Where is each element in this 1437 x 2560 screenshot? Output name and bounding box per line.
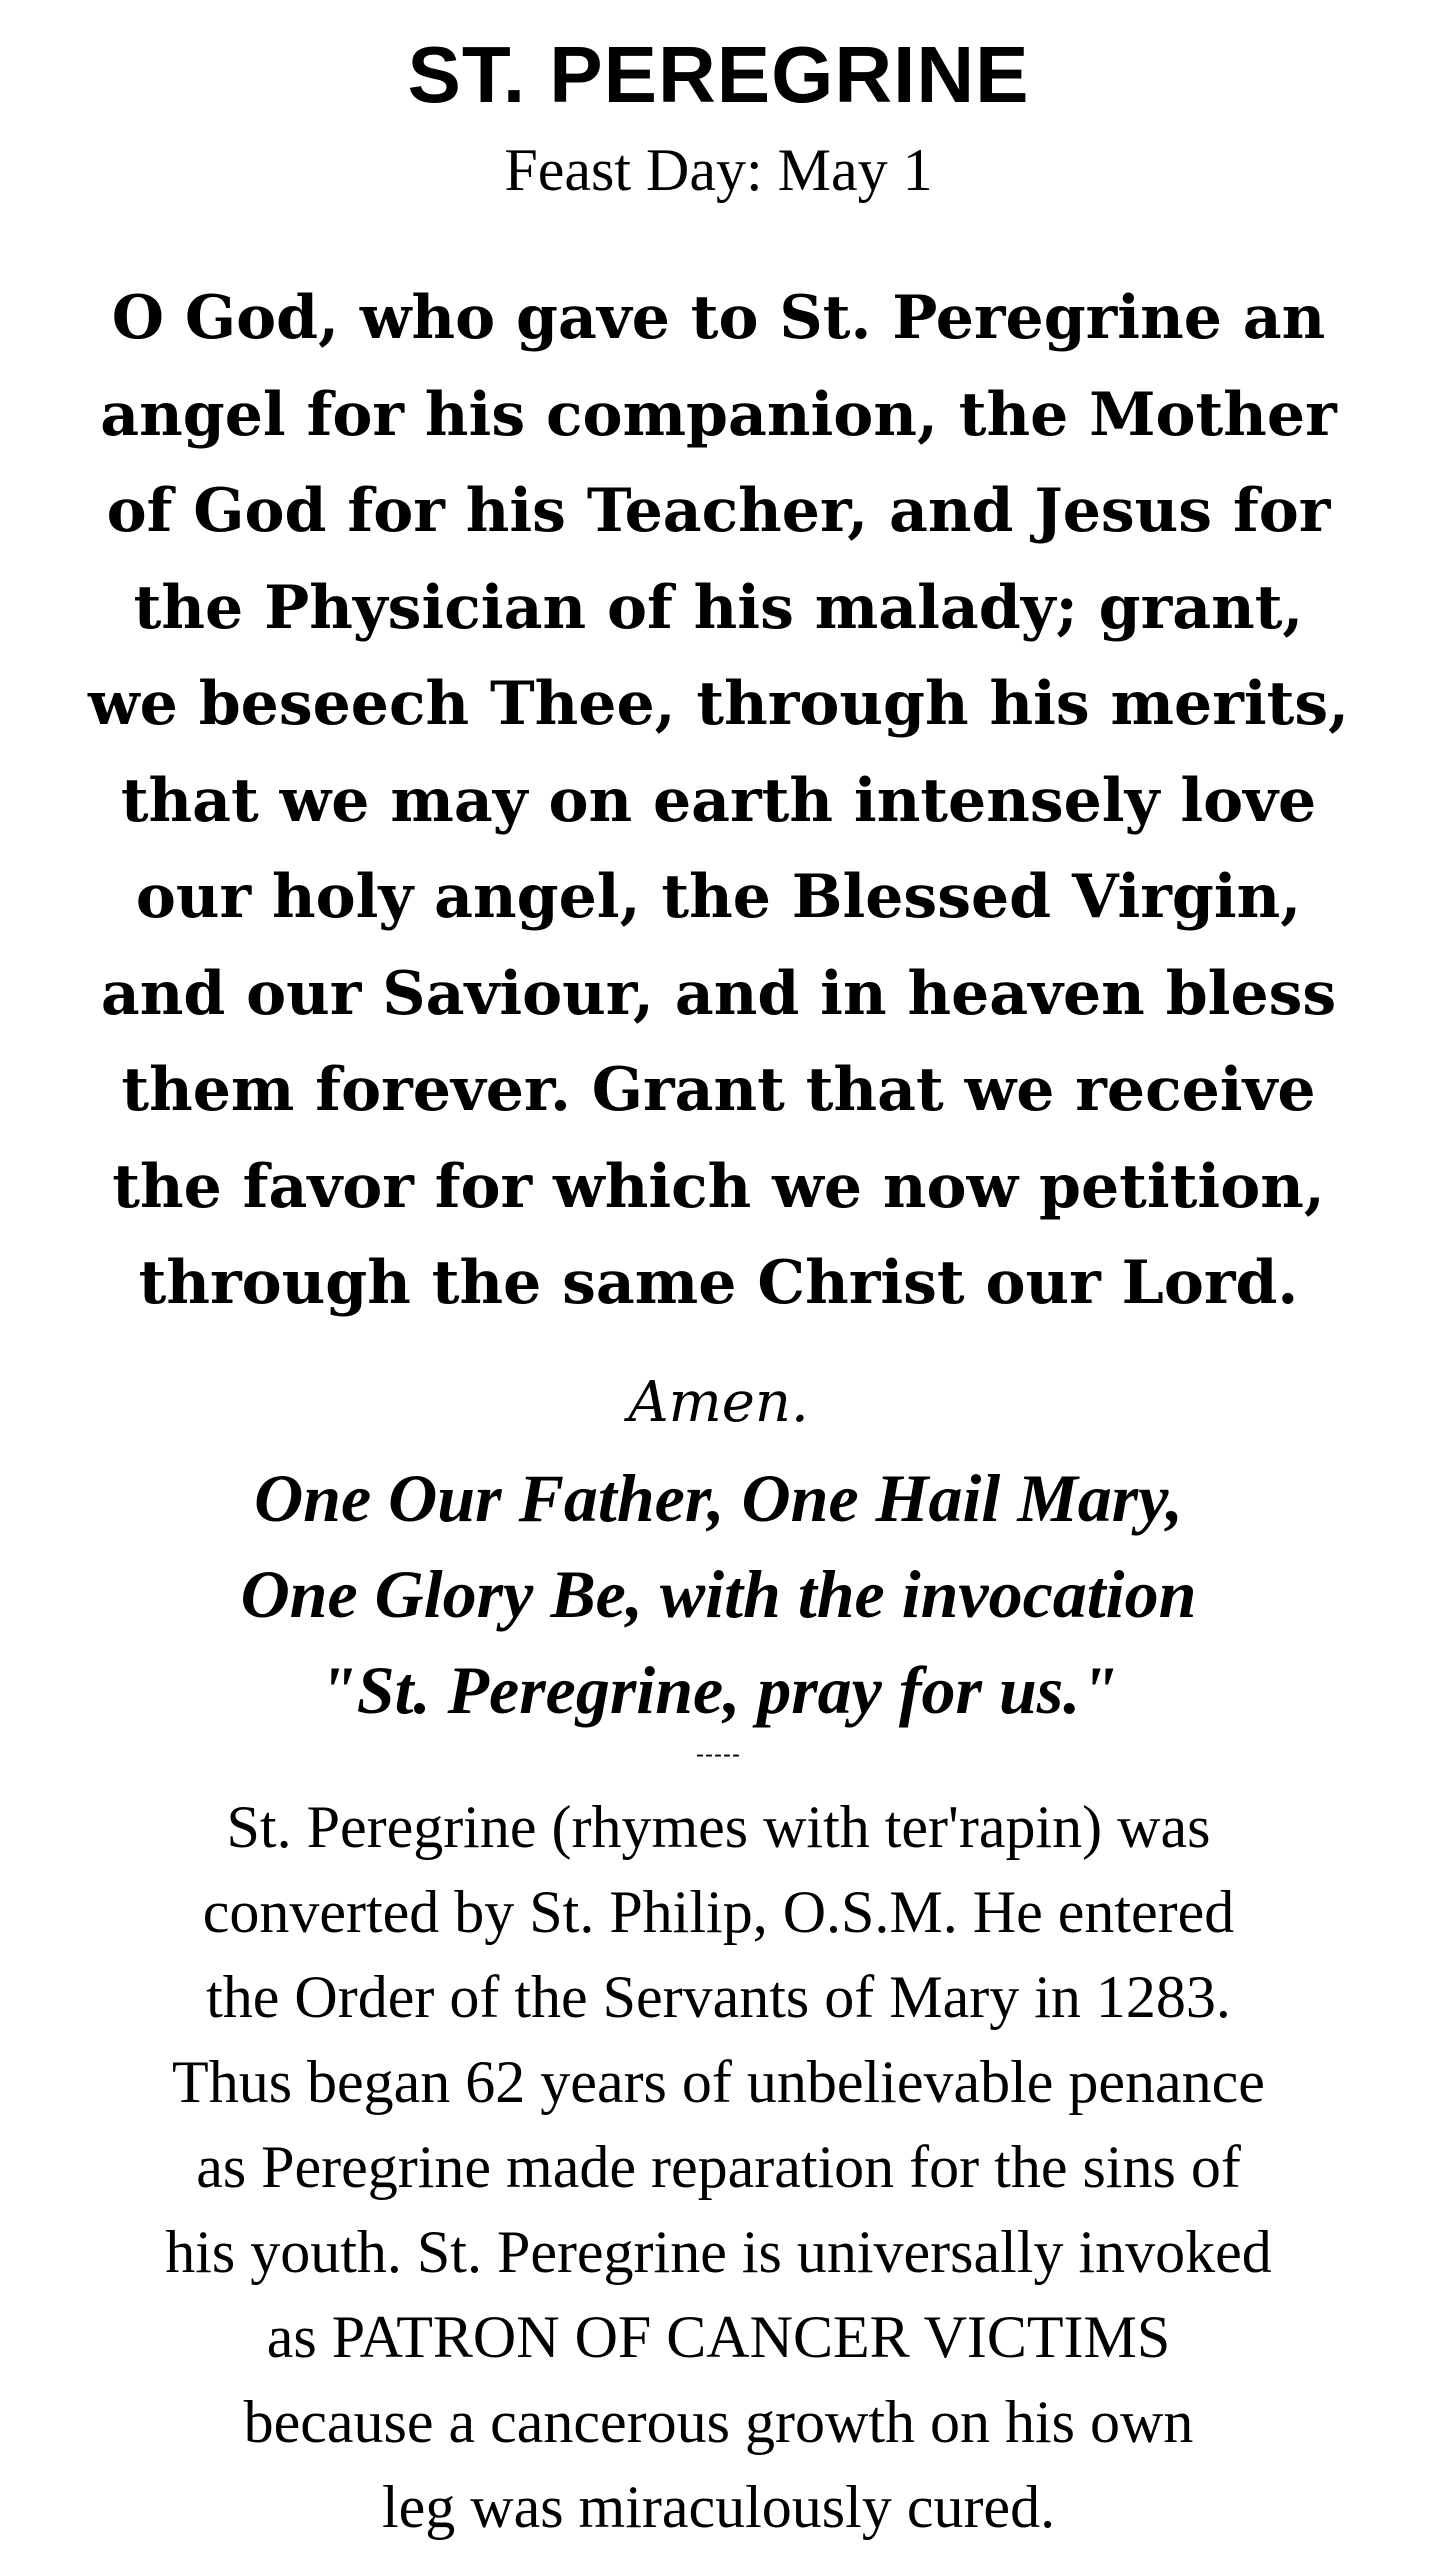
invocation-line: One Glory Be, with the invocation [240,1556,1197,1632]
prayer-line: we beseech Thee, through his merits, [88,669,1349,739]
prayer-line: the Physician of his malady; grant, [133,572,1304,643]
bio-line: Thus began 62 years of unbelievable penance [172,2049,1265,2115]
bio-line: as PATRON OF CANCER VICTIMS [266,2304,1171,2370]
prayer-line: and our Saviour, and in heaven bless [100,958,1337,1029]
prayer-line: our holy angel, the Blessed Virgin, [135,862,1302,932]
amen-text: Amen. [628,1370,809,1435]
prayer-text [0,270,1437,1332]
biography-text [0,1785,1437,2550]
bio-line: his youth. St. Peregrine is universally invoked [165,2219,1272,2285]
prayer-line: O God, who gave to St. Peregrine an [111,283,1326,353]
bio-line: as Peregrine made reparation for the sins of [196,2134,1241,2200]
prayer-line: them forever. Grant that we receive [121,1055,1316,1125]
bio-line: converted by St. Philip, O.S.M. He entered [202,1879,1235,1945]
prayer-line: the favor for which we now petition, [112,1151,1325,1222]
card-title: ST. PEREGRINE [407,30,1030,119]
bio-line: the Order of the Servants of Mary in 1283. [206,1964,1231,2030]
prayer-line: angel for his companion, the Mother [100,379,1337,450]
prayer-line: that we may on earth intensely love [120,765,1317,836]
section-divider: ----- [696,1741,741,1768]
feast-day: Feast Day: May 1 [504,137,933,203]
invocation-text [0,1450,1437,1738]
invocation-line: "St. Peregrine, pray for us." [319,1652,1118,1728]
invocation-line: One Our Father, One Hail Mary, [254,1460,1183,1536]
prayer-line: of God for his Teacher, and Jesus for [106,476,1331,546]
bio-line: St. Peregrine (rhymes with ter'rapin) was [226,1794,1211,1860]
prayer-line: through the same Christ our Lord. [138,1248,1299,1318]
bio-line: leg was miraculously cured. [381,2474,1056,2540]
bio-line: because a cancerous growth on his own [243,2389,1194,2455]
